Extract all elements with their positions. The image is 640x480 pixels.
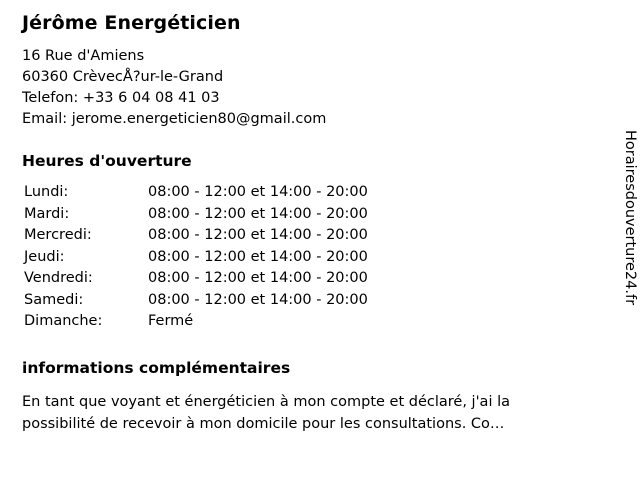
table-row xyxy=(24,247,368,269)
table-row xyxy=(24,268,368,290)
table-row xyxy=(24,311,368,333)
table-row xyxy=(24,290,368,312)
address-line-1: 16 Rue d'Amiens xyxy=(22,48,145,64)
page-title: Jérôme Energéticien xyxy=(22,12,241,34)
phone-line: Telefon: +33 6 04 08 41 03 xyxy=(22,90,220,106)
hours-day-label: Mardi: xyxy=(24,205,70,222)
hours-day-value: 08:00 - 12:00 et 14:00 - 20:00 xyxy=(148,248,368,265)
email-line: Email: jerome.energeticien80@gmail.com xyxy=(22,111,327,127)
hours-day-label: Dimanche: xyxy=(24,313,103,329)
opening-hours-title: Heures d'ouverture xyxy=(22,152,192,170)
business-card xyxy=(22,10,587,450)
table-row xyxy=(24,204,368,226)
hours-day-value: 08:00 - 12:00 et 14:00 - 20:00 xyxy=(148,205,368,222)
hours-day-label: Vendredi: xyxy=(24,270,93,286)
table-row xyxy=(24,182,368,204)
hours-day-value: 08:00 - 12:00 et 14:00 - 20:00 xyxy=(148,291,368,308)
hours-day-value: 08:00 - 12:00 et 14:00 - 20:00 xyxy=(148,270,368,286)
hours-day-label: Samedi: xyxy=(24,291,84,308)
site-watermark: Horairesdouverture24.fr xyxy=(622,130,638,306)
opening-hours-table xyxy=(24,182,368,333)
table-row xyxy=(24,225,368,247)
additional-info-text: En tant que voyant et énergéticien à mon compte et déclaré, j'ai la possibilité de recevoir à mon domicile pour les consultations. Co… xyxy=(22,394,510,432)
additional-info-title: informations complémentaires xyxy=(22,358,291,377)
hours-day-label: Mercredi: xyxy=(24,227,92,243)
hours-day-label: Jeudi: xyxy=(24,248,65,265)
hours-day-value: 08:00 - 12:00 et 14:00 - 20:00 xyxy=(148,184,368,200)
hours-day-value: Fermé xyxy=(148,313,194,329)
hours-day-label: Lundi: xyxy=(24,184,69,200)
address-line-2: 60360 CrèvecÅ?ur-le-Grand xyxy=(22,69,224,85)
hours-day-value: 08:00 - 12:00 et 14:00 - 20:00 xyxy=(148,227,368,243)
